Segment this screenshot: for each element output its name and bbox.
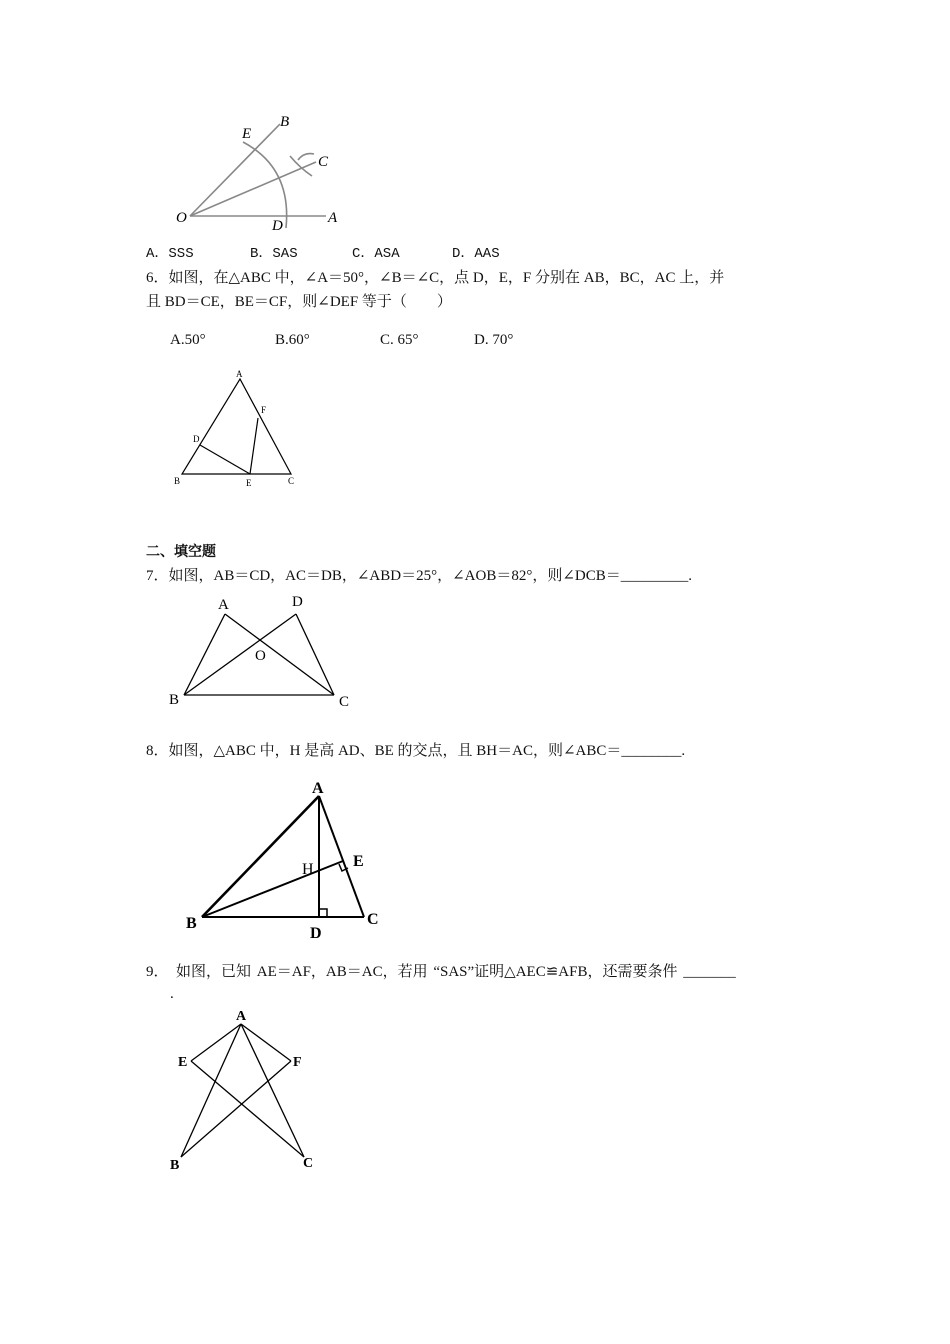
q9-text: 9． 如图，已知 AE＝AF，AB＝AC，若用 “SAS”证明△AEC≌AFB，还需要条件 _______ [146, 964, 736, 980]
label-O: O [255, 648, 266, 664]
q6-line1: 6．如图，在△ABC 中，∠A＝50°，∠B＝∠C，点 D，E，F 分别在 AB，BC，AC 上，并 [146, 270, 725, 286]
q5-option-a: A．SSS [146, 246, 194, 262]
q6-option-c: C. 65° [380, 332, 419, 348]
label-B: B [169, 692, 180, 708]
segment-AB [181, 1024, 241, 1157]
label-A: A [218, 597, 229, 613]
label-H: H [302, 861, 314, 878]
label-E: E [178, 1055, 188, 1070]
q5-option-c: C．ASA [352, 246, 400, 262]
label-C: C [318, 154, 329, 170]
q5-option-b: B．SAS [250, 246, 298, 262]
label-C: C [288, 476, 295, 486]
label-A: A [312, 780, 324, 797]
q5-option-d: D．AAS [452, 246, 500, 262]
q8-text: 8．如图，△ABC 中，H 是高 AD、BE 的交点，且 BH＝AC，则∠ABC＝________. [146, 743, 686, 759]
label-A: A [328, 210, 338, 226]
segment-AC [241, 1024, 304, 1157]
label-B: B [186, 915, 197, 932]
segment-FB [181, 1061, 291, 1157]
label-E: E [353, 853, 364, 870]
q9-text-cont: . [170, 986, 174, 1002]
label-F: F [261, 405, 267, 415]
label-D: D [193, 434, 200, 444]
label-O: O [176, 210, 187, 226]
q6-option-b: B.60° [275, 332, 310, 348]
q7-text: 7．如图，AB＝CD，AC＝DB，∠ABD＝25°，∠AOB＝82°，则∠DCB＝_________. [146, 568, 692, 584]
label-B: B [170, 1158, 180, 1173]
label-A: A [236, 369, 243, 379]
q6-option-d: D. 70° [474, 332, 514, 348]
label-B: B [280, 114, 290, 130]
label-D: D [292, 594, 303, 610]
q6-option-a: A.50° [170, 332, 206, 348]
label-C: C [367, 911, 379, 928]
label-D: D [272, 218, 283, 234]
segment-AF [241, 1024, 291, 1061]
label-D: D [310, 925, 322, 942]
label-B: B [174, 476, 181, 486]
label-A: A [236, 1009, 247, 1024]
label-F: F [293, 1055, 302, 1070]
label-C: C [339, 694, 350, 710]
segment-AE [191, 1024, 241, 1061]
label-C: C [303, 1156, 314, 1171]
segment-EC [191, 1061, 304, 1157]
section-title: 二、填空题 [146, 544, 216, 560]
label-E: E [242, 126, 252, 142]
label-E: E [246, 478, 252, 488]
q6-line2: 且 BD＝CE，BE＝CF，则∠DEF 等于（ ） [146, 294, 452, 310]
